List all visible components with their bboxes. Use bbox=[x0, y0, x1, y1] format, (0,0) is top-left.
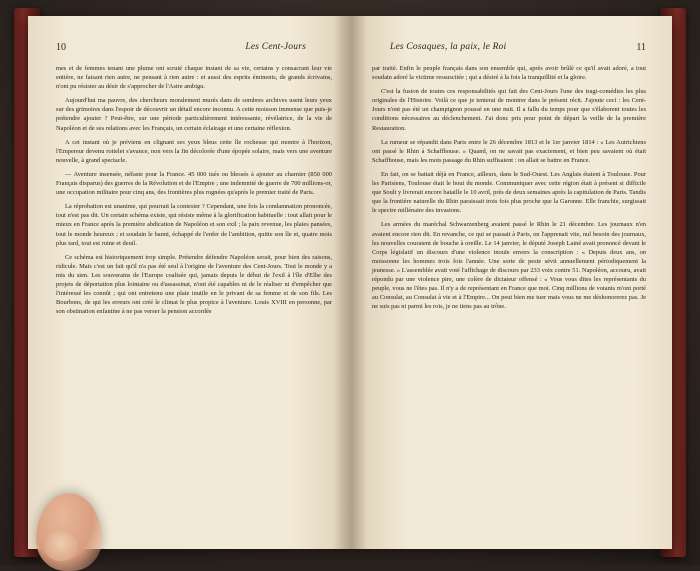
paragraph: Ce schéma est historiquement trop simple. Prétendre défendre Napoléon serait, pour bien des raisons, ridicule. Mais c'est un fait qu'il n'a pas été seul à l'origine de l'aventure des Cent-Jours. Tout le monde y a mis du sien. Les souverains de l'Europe coalisée qui, jamais depuis le début de l'exil à l'île d'Elbe des projets de déportation plus lointaine ou d'assassinat, n'ont été capables ni de le réaliser ni d'empêcher que l'intéressé les connût ; qui ont entretenu une plaie inutile en le privant de sa femme et de son fils. Les Bourbons, de qui les erreurs ont créé le climat le plus propice à l'aventure. Louis XVIII en personne, par son obstination enfantine à ne pas verser la pension accordée bbox=[56, 253, 332, 316]
paragraph: Aujourd'hui ma pauvre, des chercheurs moralement murés dans de sombres archives usent leurs yeux sur des grimoires dans l'espoir de découvrir un détail encore inconnu. A cette moisson immense que puis-je prétendre ajouter ? Peut-être, sur une période particulièrement intéressante, révélatrice, de la vie de Napoléon et de ses relations avec les Français, un certain éclairage et une certaine réflexion. bbox=[56, 97, 332, 132]
paragraph: La rumeur se répandit dans Paris entre le 26 décembre 1813 et le 1er janvier 1814 : « Les Autrichiens ont passé le Rhin à Schaffhouse. » Quand, on ne savait pas exactement, et bien peu savaient où était Schaffhouse, mais les mots passage du Rhin suffisaient : on allait se battre en France. bbox=[372, 138, 646, 164]
left-page-folio: 10 bbox=[56, 42, 66, 53]
left-page bbox=[28, 16, 350, 549]
right-page-folio: 11 bbox=[636, 42, 646, 53]
right-running-head: Les Cosaques, la paix, le Roi bbox=[390, 42, 507, 52]
thumbnail bbox=[44, 531, 78, 561]
paragraph: Les armées du maréchal Schwarzenberg avaient passé le Rhin le 21 décembre. Les journaux n'en avaient encore rien dit. En revanche, ce qui se passait à Paris, on l'apprenait vite, nul besoin des journaux, les nouvelles couraient de bouche à oreille. Le 14 janvier, le député Joseph Lainé avait prononcé devant le Corps législatif un discours d'une violence inouïe envers la conscription : « Depuis deux ans, on moissonne les hommes trois fois l'année. Une sorte de peste sévit annuellement périodiquement la jeunesse. » L'assemblée avait voté l'affichage de discours par 233 voix contre 51. Napoléon, accouru, avait répondu par une violence pire, une colère de dictateur offensé : « Vous vous dites les représentants du peuple, vous ne l'êtes pas. Il n'y a de représentant en France que moi. Cinq millions de votants m'ont porté au Consulat, au Consulat à vie et à l'Empire... On peut bien me tuer mais vous ne me déshonorerez pas. Je ne suis pas ni parmi les rois, je ne tiens pas au trône. bbox=[372, 221, 646, 311]
page-spread bbox=[28, 16, 672, 549]
right-page-body bbox=[372, 64, 646, 311]
right-page bbox=[350, 16, 672, 549]
paragraph: — Aventure insensée, néfaste pour la France. 45 000 tués ou blessés à ajouter au charnier (850 000 Français disparus) des guerres de la Révolution et de l'Empire ; une indemnité de guerre de 700 millions-or, une occupation militaire pour cinq ans, des frontières plus rognées qu'après le premier traité de Paris. bbox=[56, 170, 332, 197]
paragraph: La réprobation est unanime, qui pourrait la contester ? Cependant, une fois la condamnation prononcée, tout n'est pas dit. Un certain schéma existe, qui résiste même à la glorification habituelle : tout allait pour le mieux en France après la première abdication de Napoléon et son exil ; la paix revenue, les plaies pansées, tout le monde heureux ; et soudain le banni, échappé de l'enfer de l'ambition, quitte son île et, quatre mois plus tard, tout est ruine et deuil. bbox=[56, 203, 332, 247]
paragraph: par traité. Enfin le peuple français dans son ensemble qui, après avoir brûlé ce qu'il avait adoré, a tout soudain adoré la victime ressuscitée ; qui a désiré à la fois la tranquillité et la gloire. bbox=[372, 65, 646, 82]
left-page-body bbox=[56, 64, 332, 316]
paragraph: En fait, on se battait déjà en France, ailleurs, dans le Sud-Ouest. Les Anglais étaient à Toulouse. Pour les Parisiens, Toulouse était le bout du monde. Communiquer avec cette région était à présent si difficile que Soult y livrerait encore bataille le 10 avril, près de deux semaines après la capitulation de Paris. Tandis que la frontière naturelle du Rhin paraissait trois fois plus proche que la Garonne. Elle franchie, surgissait le spectre millénaire des invasions. bbox=[372, 170, 646, 215]
paragraph: A cet instant où je préviens en clignant ses yeux bleus cette île rocheuse qui montre à l'horizon, l'Empereur devenu roitelet s'avance, non vers la fin décolorée d'une épopée solaire, mais vers une aventure nouvelle, à grand spectacle. bbox=[56, 138, 332, 164]
left-running-head: Les Cent-Jours bbox=[245, 42, 306, 52]
paragraph: mes et de femmes tenant une plume ont scruté chaque instant de sa vie, certains y consacrant leur vie entière, ne faisant rien autre, ne pensant à rien autre : et aussi des esprits éminents, de grands écrivains, n'ont pu résister au désir de s'approcher de l'Astre ambigu. bbox=[56, 65, 332, 91]
paragraph: C'est la fusion de toutes ces responsabilités qui fait des Cent-Jours l'une des tragi-comédies les plus originales de l'Histoire. Voilà ce que je tenterai de montrer dans le présent récit. J'ajoute ceci : les Cent-Jours n'ont pas été un champignon poussé en une nuit. Il a fallu du temps pour que s'élaborent toutes les conditions nécessaires au déclenchement. J'ai donc pris pour point de départ la veille de la première Restauration. bbox=[372, 88, 646, 132]
